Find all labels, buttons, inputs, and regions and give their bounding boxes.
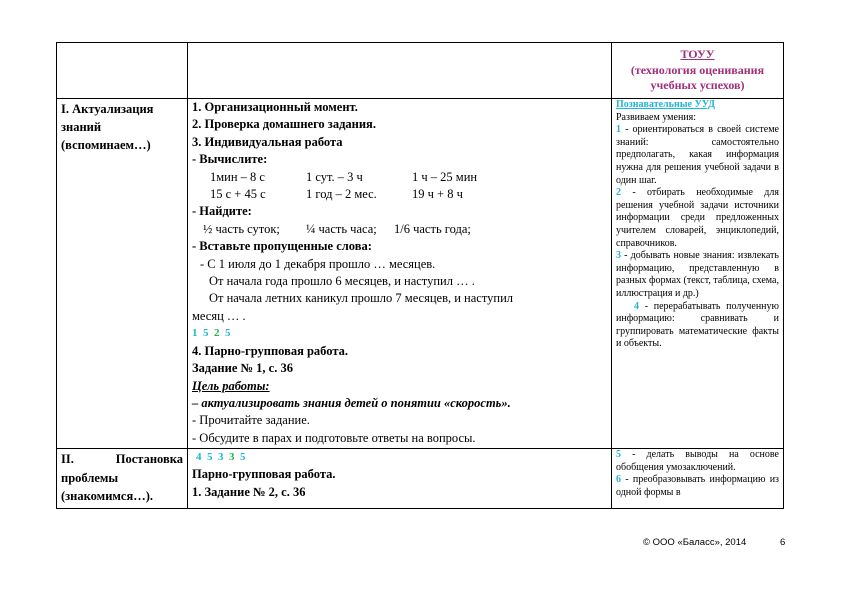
skill-text: - добывать новые знания: извлекать информацию, представленную в разных формах (текст, таблица, схема, иллюстрация и др.) [616,250,779,299]
task-reference: Задание № 1, с. 36 [192,361,293,376]
uud-skill [616,187,779,250]
task-heading: - Вставьте пропущенные слова: [192,239,372,254]
skill-code: 3 [218,451,224,463]
skill-number: 4 [634,300,639,312]
calc-row [192,186,607,203]
skill-code: 2 [214,327,220,340]
skill-number: 6 [616,474,621,486]
touu-subtitle-line1: (технология оценивания [630,62,765,77]
skill-text: - отбирать необходимые для решения учебной задачи источники информации среди предложенных учителем словарей, энциклопедий, справочников. [616,187,779,249]
skill-text: - делать выводы на основе обобщения умозаключений. [616,449,779,473]
header-cell-touu [612,43,784,99]
skill-text: - преобразовывать информацию из одной формы в [616,474,779,498]
fraction-row [192,221,607,238]
skill-code: 5 [207,451,213,463]
uud-title: Познавательные УУД [616,99,716,110]
stage-cell [57,99,188,449]
skill-code: 5 [225,327,231,340]
fill-in-line: От начала летних каникул прошло 7 месяцев, и наступил [209,291,514,306]
calc-item: 1 сут. – 3 ч [306,169,363,184]
table-header-row [57,43,784,99]
fill-in-line: От начала года прошло 6 месяцев, и наступил … . [209,274,475,289]
touu-label: ТОУУ [680,47,715,61]
uud-skill [616,449,779,474]
page-number: 6 [780,537,786,548]
uud-skill [616,474,779,499]
skill-codes [192,449,607,466]
instruction-line: - Обсудите в парах и подготовьте ответы на вопросы. [192,430,476,445]
header-cell-content [188,43,612,99]
uud-skill [616,124,779,187]
copyright-footer: © ООО «Баласс», 2014 [643,537,747,548]
skill-text: - ориентироваться в своей системе знаний: самостоятельно предполагать, какая информация нужна для решения учебной задачи в один шаг. [616,124,779,186]
task-heading: - Найдите: [192,204,252,219]
skill-number: 1 [616,124,621,136]
fill-in-line: - С 1 июля до 1 декабря прошло … месяцев. [200,256,436,271]
uud-cell [612,449,784,509]
fraction-item: ¼ часть часа; [306,221,377,236]
uud-skill [616,250,779,300]
calc-row [192,169,607,186]
calc-item: 15 с + 45 с [210,187,266,202]
skill-code: 4 [196,451,202,463]
fill-in-line: месяц … . [192,308,246,323]
skill-code: 3 [229,451,235,463]
stage-title-line3: (знакомимся…). [61,489,154,503]
uud-skill [616,301,779,351]
stage-title: I. Актуализация [61,102,154,116]
goal-label: Цель работы: [192,378,270,393]
skill-number: 3 [616,250,621,262]
skill-code: 5 [203,327,209,340]
uud-cell [612,99,784,449]
stage-title-line2: знаний [61,120,102,134]
task-reference: 1. Задание № 2, с. 36 [192,484,306,499]
step-line: Парно-групповая работа. [192,467,336,482]
skill-codes [192,325,607,342]
step-line: 3. Индивидуальная работа [192,134,343,149]
uud-intro: Развиваем умения: [616,111,697,123]
table-row [57,99,784,449]
step-line: 4. Парно-групповая работа. [192,343,349,358]
fraction-item: ½ часть суток; [203,221,280,236]
touu-subtitle-line2: учебных успехов) [650,78,745,92]
step-line: 1. Организационный момент. [192,100,358,114]
stage-title-line2: проблемы [61,471,119,485]
header-cell-stage [57,43,188,99]
calc-item: 1мин – 8 с [210,169,265,184]
calc-item: 1 год – 2 мес. [306,187,377,202]
content-cell [188,99,612,449]
lesson-plan-table [56,42,784,509]
skill-text: - перерабатывать полученную информацию: сравнивать и группировать математические факты и объекты. [616,300,779,350]
stage-title-line3: (вспоминаем…) [61,138,151,152]
fraction-item: 1/6 часть года; [394,221,471,236]
calc-item: 1 ч – 25 мин [412,169,478,184]
content-cell [188,449,612,509]
step-line: 2. Проверка домашнего задания. [192,117,376,132]
goal-text: – актуализировать знания детей о понятии «скорость». [192,395,511,410]
skill-code: 1 [192,327,198,340]
skill-code: 5 [240,451,246,463]
table-row [57,449,784,509]
calc-item: 19 ч + 8 ч [412,187,463,202]
skill-number: 2 [616,187,621,199]
task-heading: - Вычислите: [192,152,268,167]
stage-cell [57,449,188,509]
stage-title: II. Постановка [61,452,183,466]
skill-number: 5 [616,449,621,460]
instruction-line: - Прочитайте задание. [192,413,310,428]
